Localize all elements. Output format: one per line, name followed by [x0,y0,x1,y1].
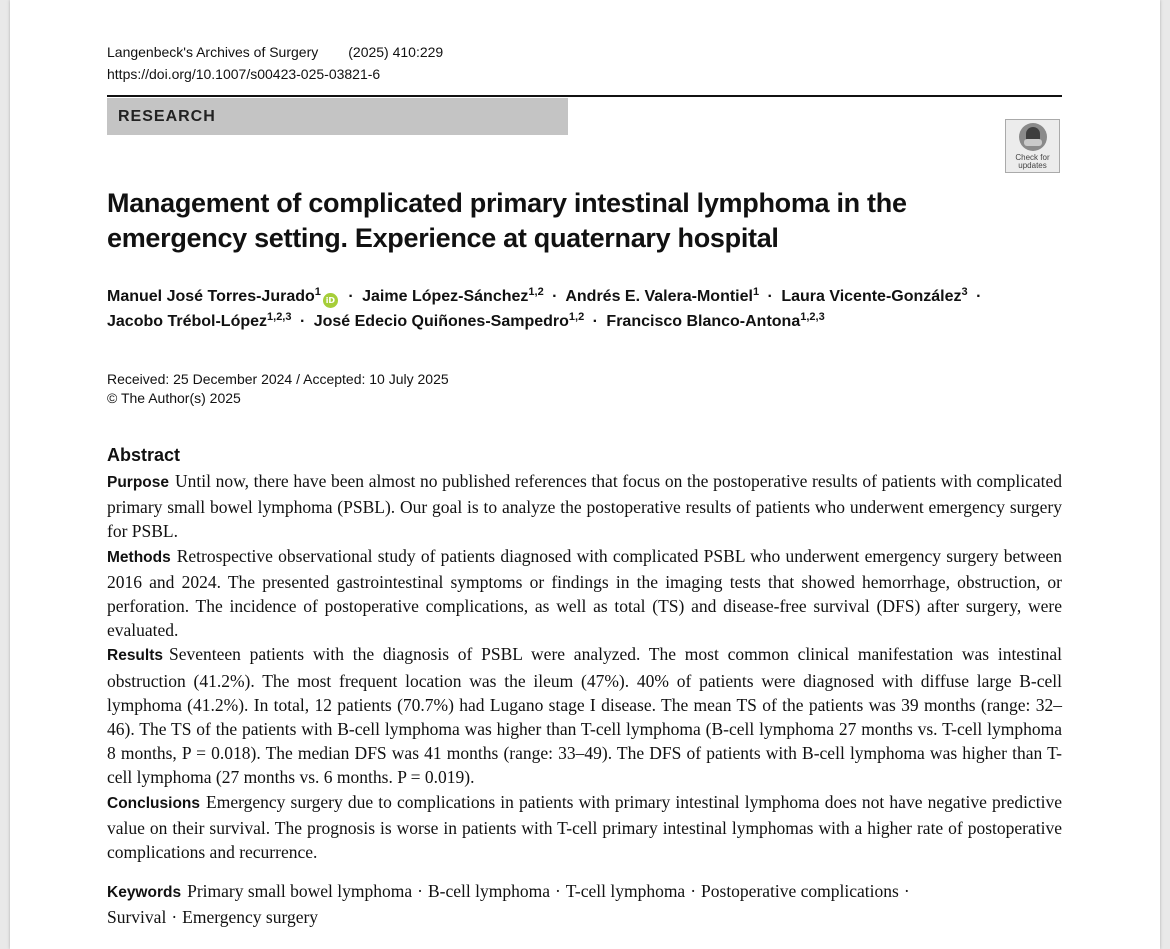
author-affiliation: 1,2 [528,286,544,298]
keyword-item: Emergency surgery [182,907,319,928]
abstract-section-label: Conclusions [107,794,201,812]
author-line-2 [107,309,1062,334]
crossmark-icon [1019,123,1047,151]
author-separator: · [552,288,558,305]
journal-header [107,44,443,60]
check-updates-line1: Check for [1015,153,1050,162]
author-name[interactable]: Jaime López-Sánchez [362,288,529,305]
author-separator: · [767,288,773,305]
author-affiliation: 1,2,3 [800,311,825,323]
abstract-purpose [107,469,1062,544]
keyword-separator: · [903,881,910,901]
orcid-icon[interactable]: iD [323,293,338,308]
keywords-line-2 [107,905,1062,929]
article-title [107,186,1007,256]
keyword-separator: · [171,907,178,928]
author-name[interactable]: Jacobo Trébol-López [107,313,268,330]
author-affiliation: 1,2 [568,311,585,323]
author-affiliation: 1,2,3 [267,311,292,323]
keyword-separator: · [554,881,561,901]
abstract-section-label: Results [107,647,163,665]
received-accepted-date: Received: 25 December 2024 / Accepted: 10 July 2025 [107,371,449,387]
author-separator: · [976,288,982,305]
section-label: RESEARCH [118,108,216,125]
author-list [107,284,1062,334]
journal-name: Langenbeck's Archives of Surgery [107,44,319,60]
author-affiliation: 1 [752,286,760,298]
abstract-conclusions [107,790,1062,865]
abstract-section-text: Seventeen patients with the diagnosis of PSBL were analyzed. The most common clinical manifestation was intestinal obstruction (41.2%). The most frequent location was the ileum (47%). 40% of patients were diagnosed with diffuse large B-cell lymphoma (41.2%). In total, 12 patients (70.7%) had Lugano stage I disease. The mean TS of the patients was 39 months (range: 32–46). The TS of the patients with B-cell lymphoma was higher than T-cell lymphoma (B-cell lymphoma 27 months vs. T-cell lymphoma 8 months, P = 0.018). The median DFS was 41 months (range: 33–49). The DFS of patients with B-cell lymphoma was higher than T-cell lymphoma (27 months vs. 6 months. P = 0.019). [107,644,1062,788]
abstract-body [107,469,1062,864]
abstract-section-label: Purpose [107,474,170,491]
author-affiliation: 3 [961,286,968,298]
abstract-heading: Abstract [107,445,181,465]
abstract-results [107,642,1062,789]
author-line-1 [107,284,1062,309]
section-banner [107,98,568,135]
article-dates [107,370,449,408]
keyword-item: Primary small bowel lymphoma [187,881,413,901]
check-updates-line2: updates [1018,161,1047,170]
author-name[interactable]: Francisco Blanco-Antona [606,313,801,330]
keyword-separator: · [690,881,697,901]
abstract-section-text: Until now, there have been almost no published references that focus on the postoperative results of patients with complicated primary small bowel lymphoma (PSBL). Our goal is to analyze the postoperative results of patients who underwent emergency surgery for PSBL. [107,471,1062,542]
keywords-line-1 [107,879,1062,905]
keyword-item: B-cell lymphoma [427,881,550,901]
author-separator: · [592,313,598,330]
keywords-label: Keywords [107,884,182,901]
author-separator: · [348,288,354,305]
keyword-item: Postoperative complications [701,881,899,901]
header-rule [107,95,1062,97]
author-separator: · [299,313,306,330]
journal-reference: (2025) 410:229 [348,44,444,60]
copyright-notice: © The Author(s) 2025 [107,390,241,406]
check-for-updates-badge[interactable] [1005,119,1060,173]
title-line-2: emergency setting. Experience at quaternary hospital [107,223,779,253]
pdf-page [10,0,1160,949]
abstract-section-label: Methods [107,548,171,566]
author-name[interactable]: Andrés E. Valera-Montiel [565,288,753,305]
abstract-section-text: Emergency surgery due to complications in patients with primary intestinal lymphoma does not have negative predictive value on their survival. The prognosis is worse in patients with T-cell primary intestinal lymphomas with a higher rate of postoperative complications and recurrence. [107,791,1062,863]
keywords [107,879,1062,929]
author-name[interactable]: José Edecio Quiñones-Sampedro [313,313,569,330]
abstract-section-text: Retrospective observational study of patients diagnosed with complicated PSBL who underwent emergency surgery between 2016 and 2024. The presented gastrointestinal symptoms or findings in the imaging tests that showed hemorrhage, obstruction, or perforation. The incidence of postoperative complications, as well as total (TS) and disease-free survival (DFS) after surgery, were evaluated. [107,545,1062,641]
doi-link[interactable]: https://doi.org/10.1007/s00423-025-03821-6 [107,66,381,82]
keyword-item: T-cell lymphoma [565,881,686,901]
title-line-1: Management of complicated primary intestinal lymphoma in the [107,188,907,218]
author-name[interactable]: Manuel José Torres-Jurado [107,288,315,305]
keyword-separator: · [417,881,423,901]
keyword-item: Survival [107,907,167,928]
abstract-methods [107,544,1062,643]
author-name[interactable]: Laura Vicente-González [781,288,962,305]
author-affiliation: 1 [314,286,321,298]
